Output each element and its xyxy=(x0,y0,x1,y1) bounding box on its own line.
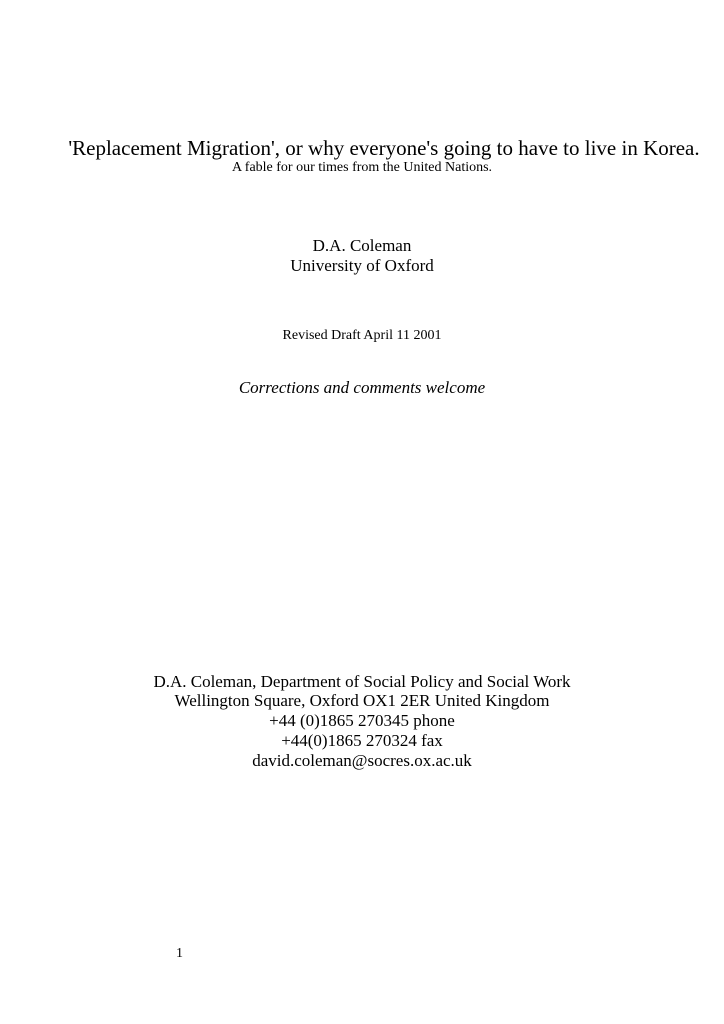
contact-email: david.coleman@socres.ox.ac.uk xyxy=(252,751,472,770)
author-name: D.A. Coleman xyxy=(312,236,412,255)
page-number: 1 xyxy=(176,946,183,961)
draft-note: Revised Draft April 11 2001 xyxy=(282,328,442,343)
contact-fax: +44(0)1865 270324 fax xyxy=(281,731,443,750)
contact-department: D.A. Coleman, Department of Social Policy and Social Work xyxy=(153,672,571,691)
contact-address: Wellington Square, Oxford OX1 2ER United Kingdom xyxy=(174,691,550,710)
comments-note: Corrections and comments welcome xyxy=(238,378,486,397)
contact-phone: +44 (0)1865 270345 phone xyxy=(269,711,455,730)
document-title: 'Replacement Migration', or why everyone's going to have to live in Korea. xyxy=(68,136,700,160)
author-affiliation: University of Oxford xyxy=(290,256,434,275)
document-subtitle: A fable for our times from the United Nations. xyxy=(231,160,493,175)
